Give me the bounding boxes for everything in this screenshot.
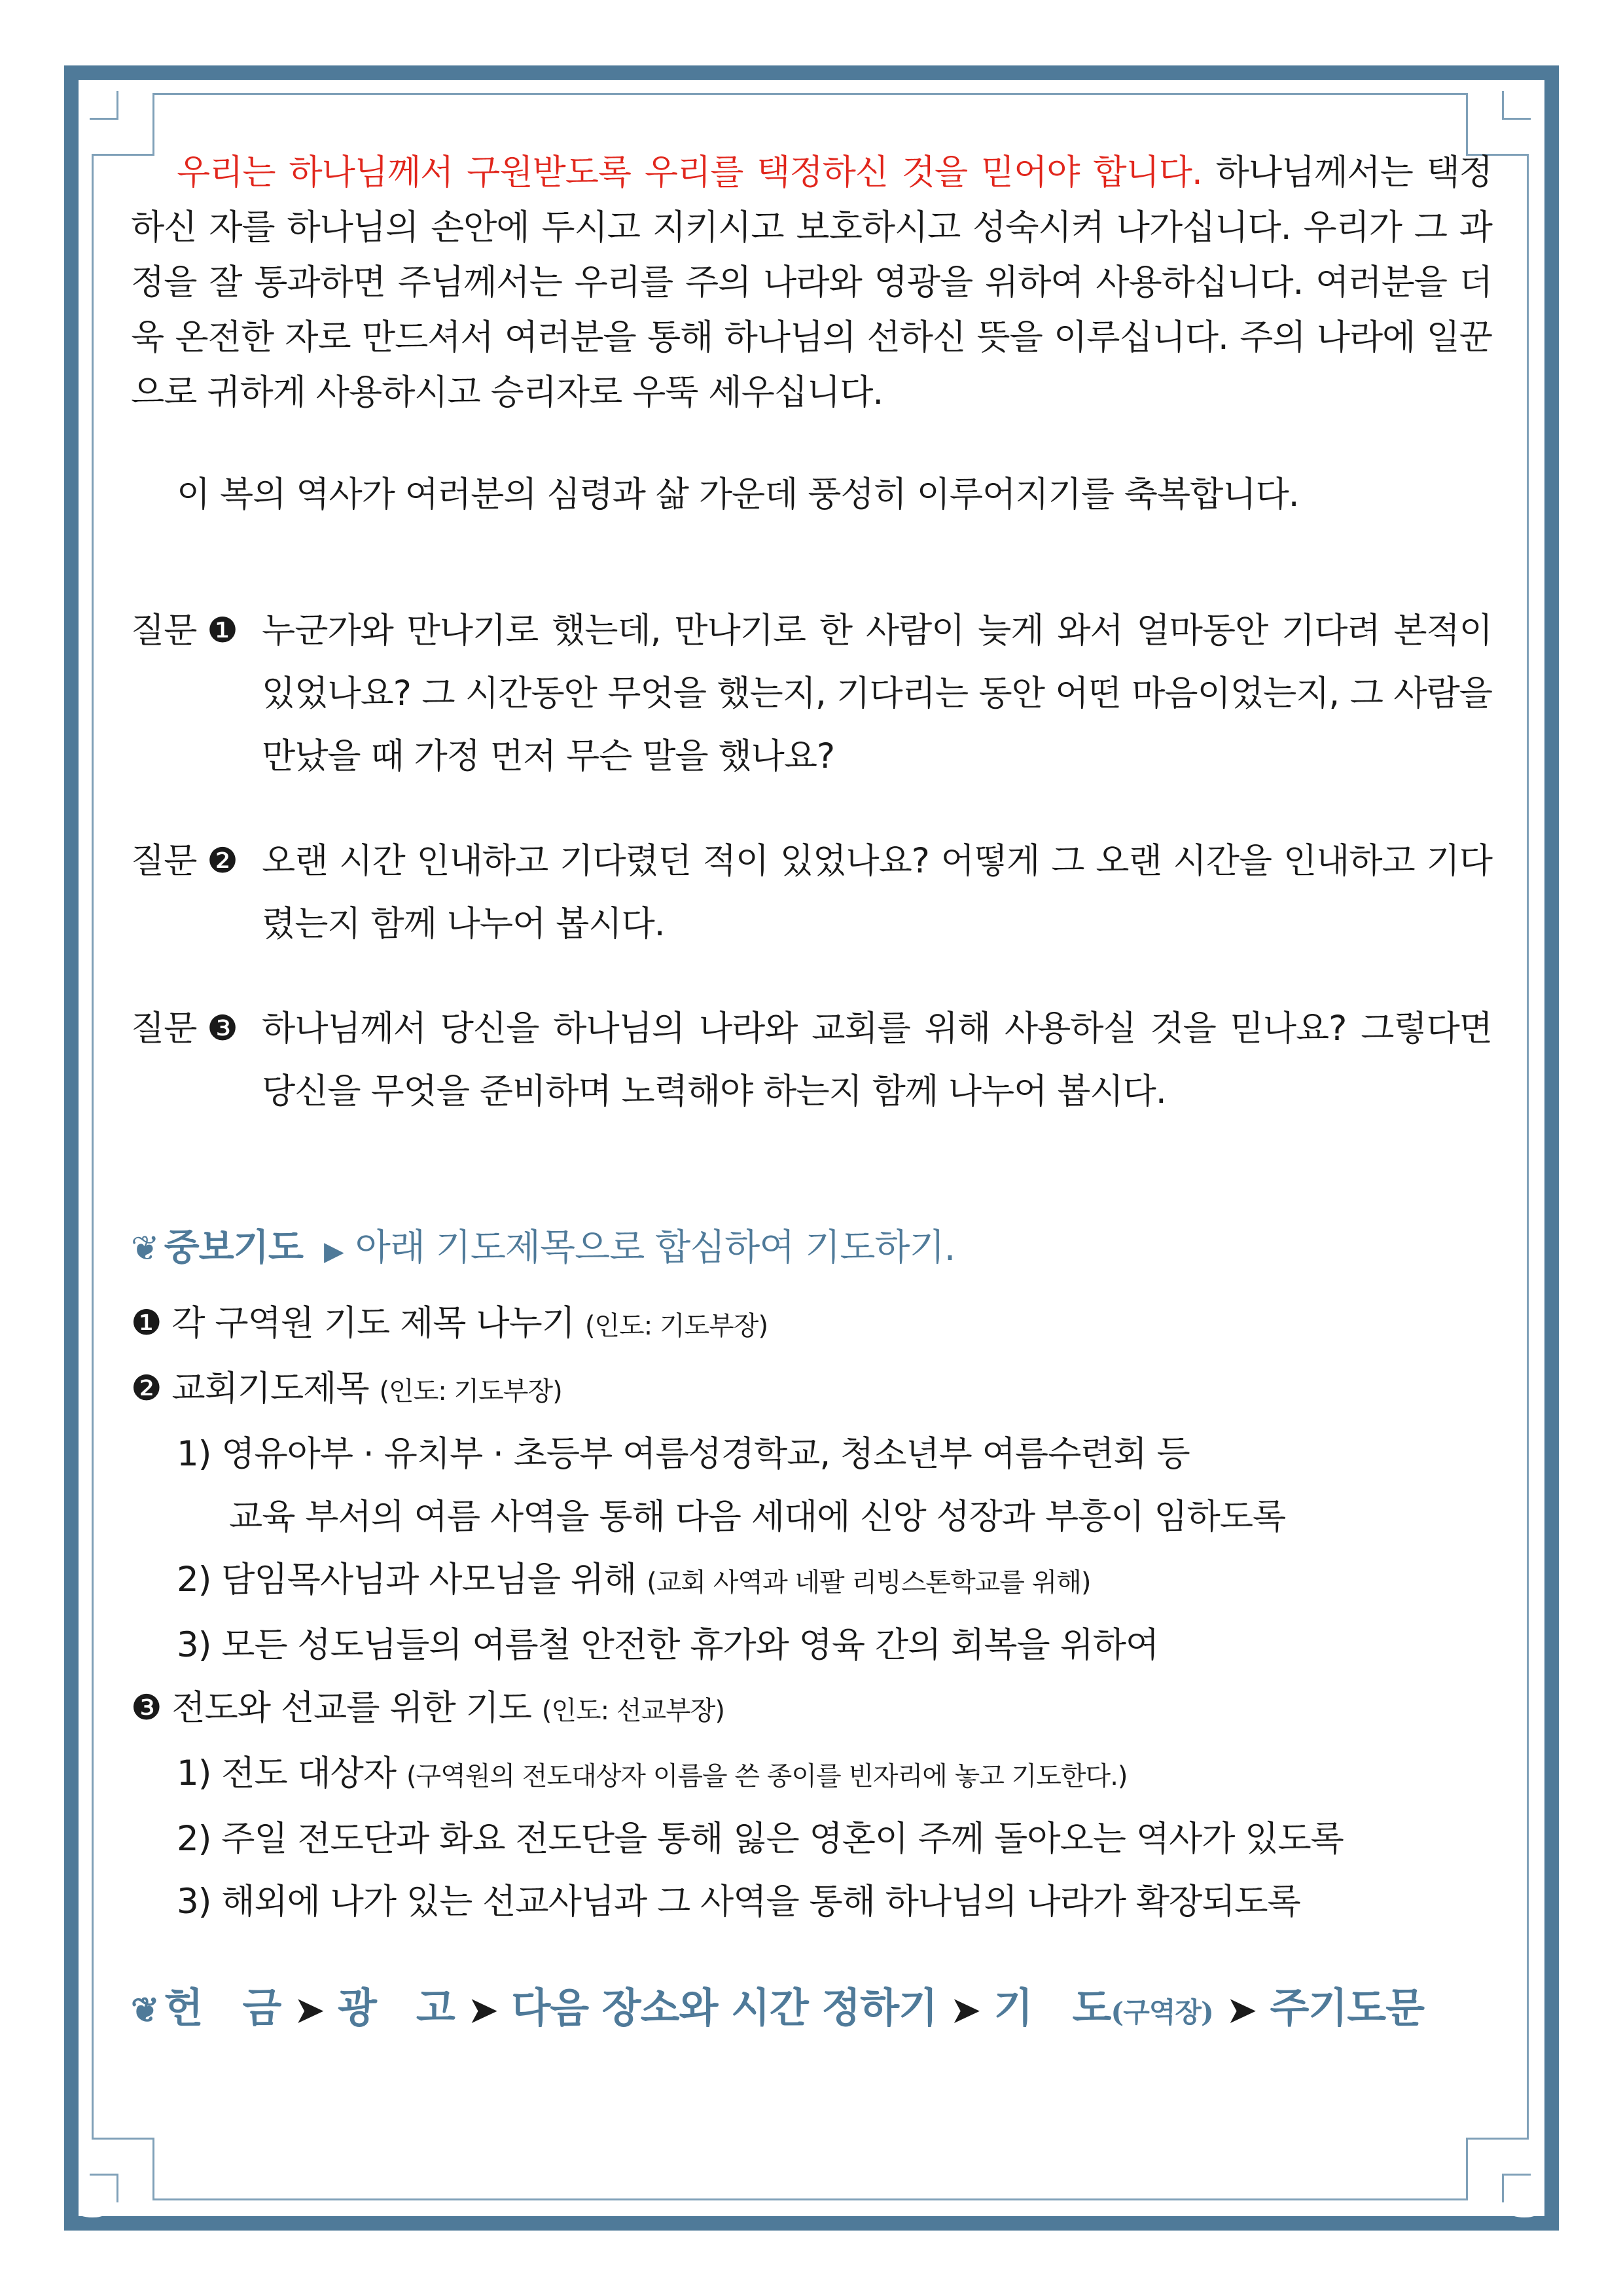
page-number-left: 3 xyxy=(76,2166,115,2230)
prayer-3-subitem-2: 2) 주일 전도단과 화요 전도단을 통해 잃은 영혼이 주께 돌아오는 역사가 있도록 xyxy=(177,1819,1344,1859)
prayer-1-number: ❶ xyxy=(131,1303,162,1343)
question-2-label: 질문 ❷ xyxy=(131,841,238,881)
question-3-text: 하나님께서 당신을 하나님의 나라와 교회를 위해 사용하실 것을 믿나요? 그렇다면 당신을 무엇을 준비하며 노력해야 하는지 함께 나누어 봅시다. xyxy=(262,1009,1492,1111)
page-number-right: 3 xyxy=(1508,2166,1547,2230)
prayer-item-2 xyxy=(131,1357,1492,1423)
heart-ornament-icon: ❦ xyxy=(131,1229,159,1268)
prayer-2-note: (인도: 기도부장) xyxy=(379,1376,562,1407)
service-order xyxy=(131,1975,1492,2045)
paragraph-text: 하나님께서는 택정하신 자를 하나님의 손안에 두시고 지키시고 보호하시고 성숙시켜 나가십니다. 우리가 그 과정을 잘 통과하면 주님께서는 우리를 주의 나라와 영광을 위하여 사용하십니다. 여러분을 더욱 온전한 자로 만드셔서 여러분을 통해 하나님의 선하신 뜻을 이루십니다. 주의 나라에 일꾼으로 귀하게 사용하시고 승리자로 우뚝 세우십니다. xyxy=(131,152,1493,412)
order-prayer-note: (구역장) xyxy=(1111,1996,1213,2028)
prayer-2-number: ❷ xyxy=(131,1369,162,1408)
prayer-3-text: 전도와 선교를 위한 기도 xyxy=(171,1688,531,1728)
intercession-subtitle: 아래 기도제목으로 합심하여 기도하기. xyxy=(355,1227,955,1269)
prayer-item-1 xyxy=(131,1292,1492,1357)
page-content xyxy=(131,145,1492,2045)
question-2 xyxy=(131,830,1492,956)
prayer-2-subitem-1: 1) 영유아부 · 유치부 · 초등부 여름성경학교, 청소년부 여름수련회 등 xyxy=(177,1434,1190,1474)
prayer-3-number: ❸ xyxy=(131,1688,162,1728)
question-1-label: 질문 ❶ xyxy=(131,611,238,651)
intro-paragraph xyxy=(131,145,1492,420)
prayer-2-subitem-2-note: (교회 사역과 네팔 리빙스톤학교를 위해) xyxy=(647,1568,1091,1598)
arrow-icon: ➤ xyxy=(952,1990,980,2030)
intercession-heading xyxy=(131,1220,1492,1279)
intercession-title: 중보기도 xyxy=(164,1226,303,1269)
question-1 xyxy=(131,600,1492,788)
prayer-3-subitem-3: 3) 해외에 나가 있는 선교사님과 그 사역을 통해 하나님의 나라가 확장되도록 xyxy=(177,1882,1300,1922)
play-arrow-icon: ▶ xyxy=(323,1236,344,1266)
question-3-label: 질문 ❸ xyxy=(131,1009,238,1049)
order-announcement: 광 고 xyxy=(337,1984,455,2032)
prayer-list xyxy=(131,1292,1492,1933)
question-1-text: 누군가와 만나기로 했는데, 만나기로 한 사람이 늦게 와서 얼마동안 기다려 본적이 있었나요? 그 시간동안 무엇을 했는지, 기다리는 동안 어떤 마음이었는지, 그 사람을 만났을 때 가정 먼저 무슨 말을 했나요? xyxy=(262,611,1492,776)
question-3 xyxy=(131,997,1492,1123)
prayer-1-text: 각 구역원 기도 제목 나누기 xyxy=(171,1303,575,1343)
order-next-meeting: 다음 장소와 시간 정하기 xyxy=(511,1984,938,2032)
emphasis-text: 우리는 하나님께서 구원받도록 우리를 택정하신 것을 믿어야 합니다. xyxy=(177,152,1202,192)
prayer-3-subitem-1-note: (구역원의 전도대상자 이름을 쓴 종이를 빈자리에 놓고 기도한다.) xyxy=(406,1761,1128,1791)
prayer-2-text: 교회기도제목 xyxy=(171,1369,369,1408)
arrow-icon: ➤ xyxy=(295,1990,323,2030)
prayer-2-subitem-2-text: 2) 담임목사님과 사모님을 위해 xyxy=(177,1560,637,1600)
prayer-1-note: (인도: 기도부장) xyxy=(584,1311,768,1341)
prayer-3-note: (인도: 선교부장) xyxy=(541,1696,725,1726)
order-prayer: 기 도 xyxy=(993,1984,1111,2032)
heart-ornament-icon: ❦ xyxy=(131,1990,159,2030)
order-lords-prayer: 주기도문 xyxy=(1270,1984,1425,2032)
arrow-icon: ➤ xyxy=(469,1990,497,2030)
question-2-text: 오랜 시간 인내하고 기다렸던 적이 있었나요? 어떻게 그 오랜 시간을 인내하고 기다렸는지 함께 나누어 봅시다. xyxy=(262,841,1492,944)
arrow-icon: ➤ xyxy=(1227,1990,1256,2030)
blessing-text: 이 복의 역사가 여러분의 심령과 삶 가운데 풍성히 이루어지기를 축복합니다. xyxy=(177,475,1299,514)
prayer-2-subitem-1-cont: 교육 부서의 여름 사역을 통해 다음 세대에 신앙 성장과 부흥이 임하도록 xyxy=(229,1497,1286,1537)
prayer-3-subitem-1 xyxy=(131,1742,1492,1808)
prayer-item-3 xyxy=(131,1677,1492,1742)
prayer-3-subitem-1-text: 1) 전도 대상자 xyxy=(177,1753,397,1793)
prayer-2-subitem-3: 3) 모든 성도님들의 여름철 안전한 휴가와 영육 간의 회복을 위하여 xyxy=(177,1625,1159,1665)
blessing-paragraph xyxy=(131,467,1492,522)
order-offering: 헌 금 xyxy=(164,1984,281,2032)
prayer-2-subitem-2 xyxy=(131,1549,1492,1614)
